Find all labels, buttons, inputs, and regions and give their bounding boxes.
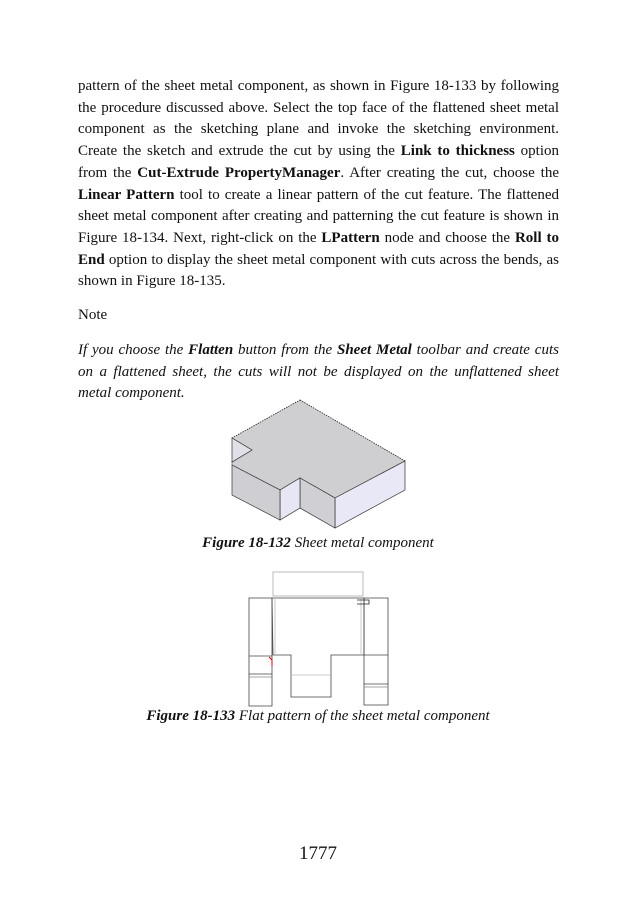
text-run: tool to create a linear pattern of the cut feature. The flattened sheet metal component after creating and patterning the cut feature is shown in Figure 18-134. Next, right-click on the	[78, 186, 560, 246]
bold-term: Linear Pattern	[78, 186, 175, 203]
page-number: 1777	[299, 843, 337, 864]
text-run: pattern of the sheet metal component, as shown in Figure 18-133 by following the procedure discussed above. Select the top face of the flattened sheet metal component as the sketching plane and invoke the sketching environment. Create the sketch and extrude the cut by using the	[78, 78, 559, 160]
figure-label: Figure 18-132	[202, 535, 291, 551]
figure-caption	[0, 708, 636, 725]
bold-term: LPattern	[321, 229, 380, 246]
text-run: option to display the sheet metal component with cuts across the bends, as shown in Figure 18-135.	[78, 251, 559, 290]
figure-caption-text: Sheet metal component	[290, 535, 434, 551]
figure-caption	[0, 535, 636, 552]
text-run: toolbar and create cuts on a flattened sheet, the cuts will not be displayed on the unflattened sheet metal component.	[78, 342, 559, 402]
bold-term: Link to thickness	[400, 143, 515, 160]
figure-label: Figure 18-133	[146, 708, 236, 724]
text-run: If you choose the	[78, 342, 189, 358]
text-run: . After creating the cut, choose the	[340, 164, 560, 181]
bold-term: Cut-Extrude PropertyManager	[137, 164, 341, 181]
note-heading: Note	[78, 307, 108, 323]
figure-caption-text: Flat pattern of the sheet metal component	[235, 708, 490, 724]
bold-term: Sheet Metal	[337, 342, 412, 358]
bold-term: Roll to End	[78, 229, 559, 268]
text-run: node and choose the	[379, 229, 515, 246]
bold-term: Flatten	[188, 342, 234, 358]
text-run: button from the	[233, 342, 337, 358]
text-run: option from the	[78, 143, 559, 181]
